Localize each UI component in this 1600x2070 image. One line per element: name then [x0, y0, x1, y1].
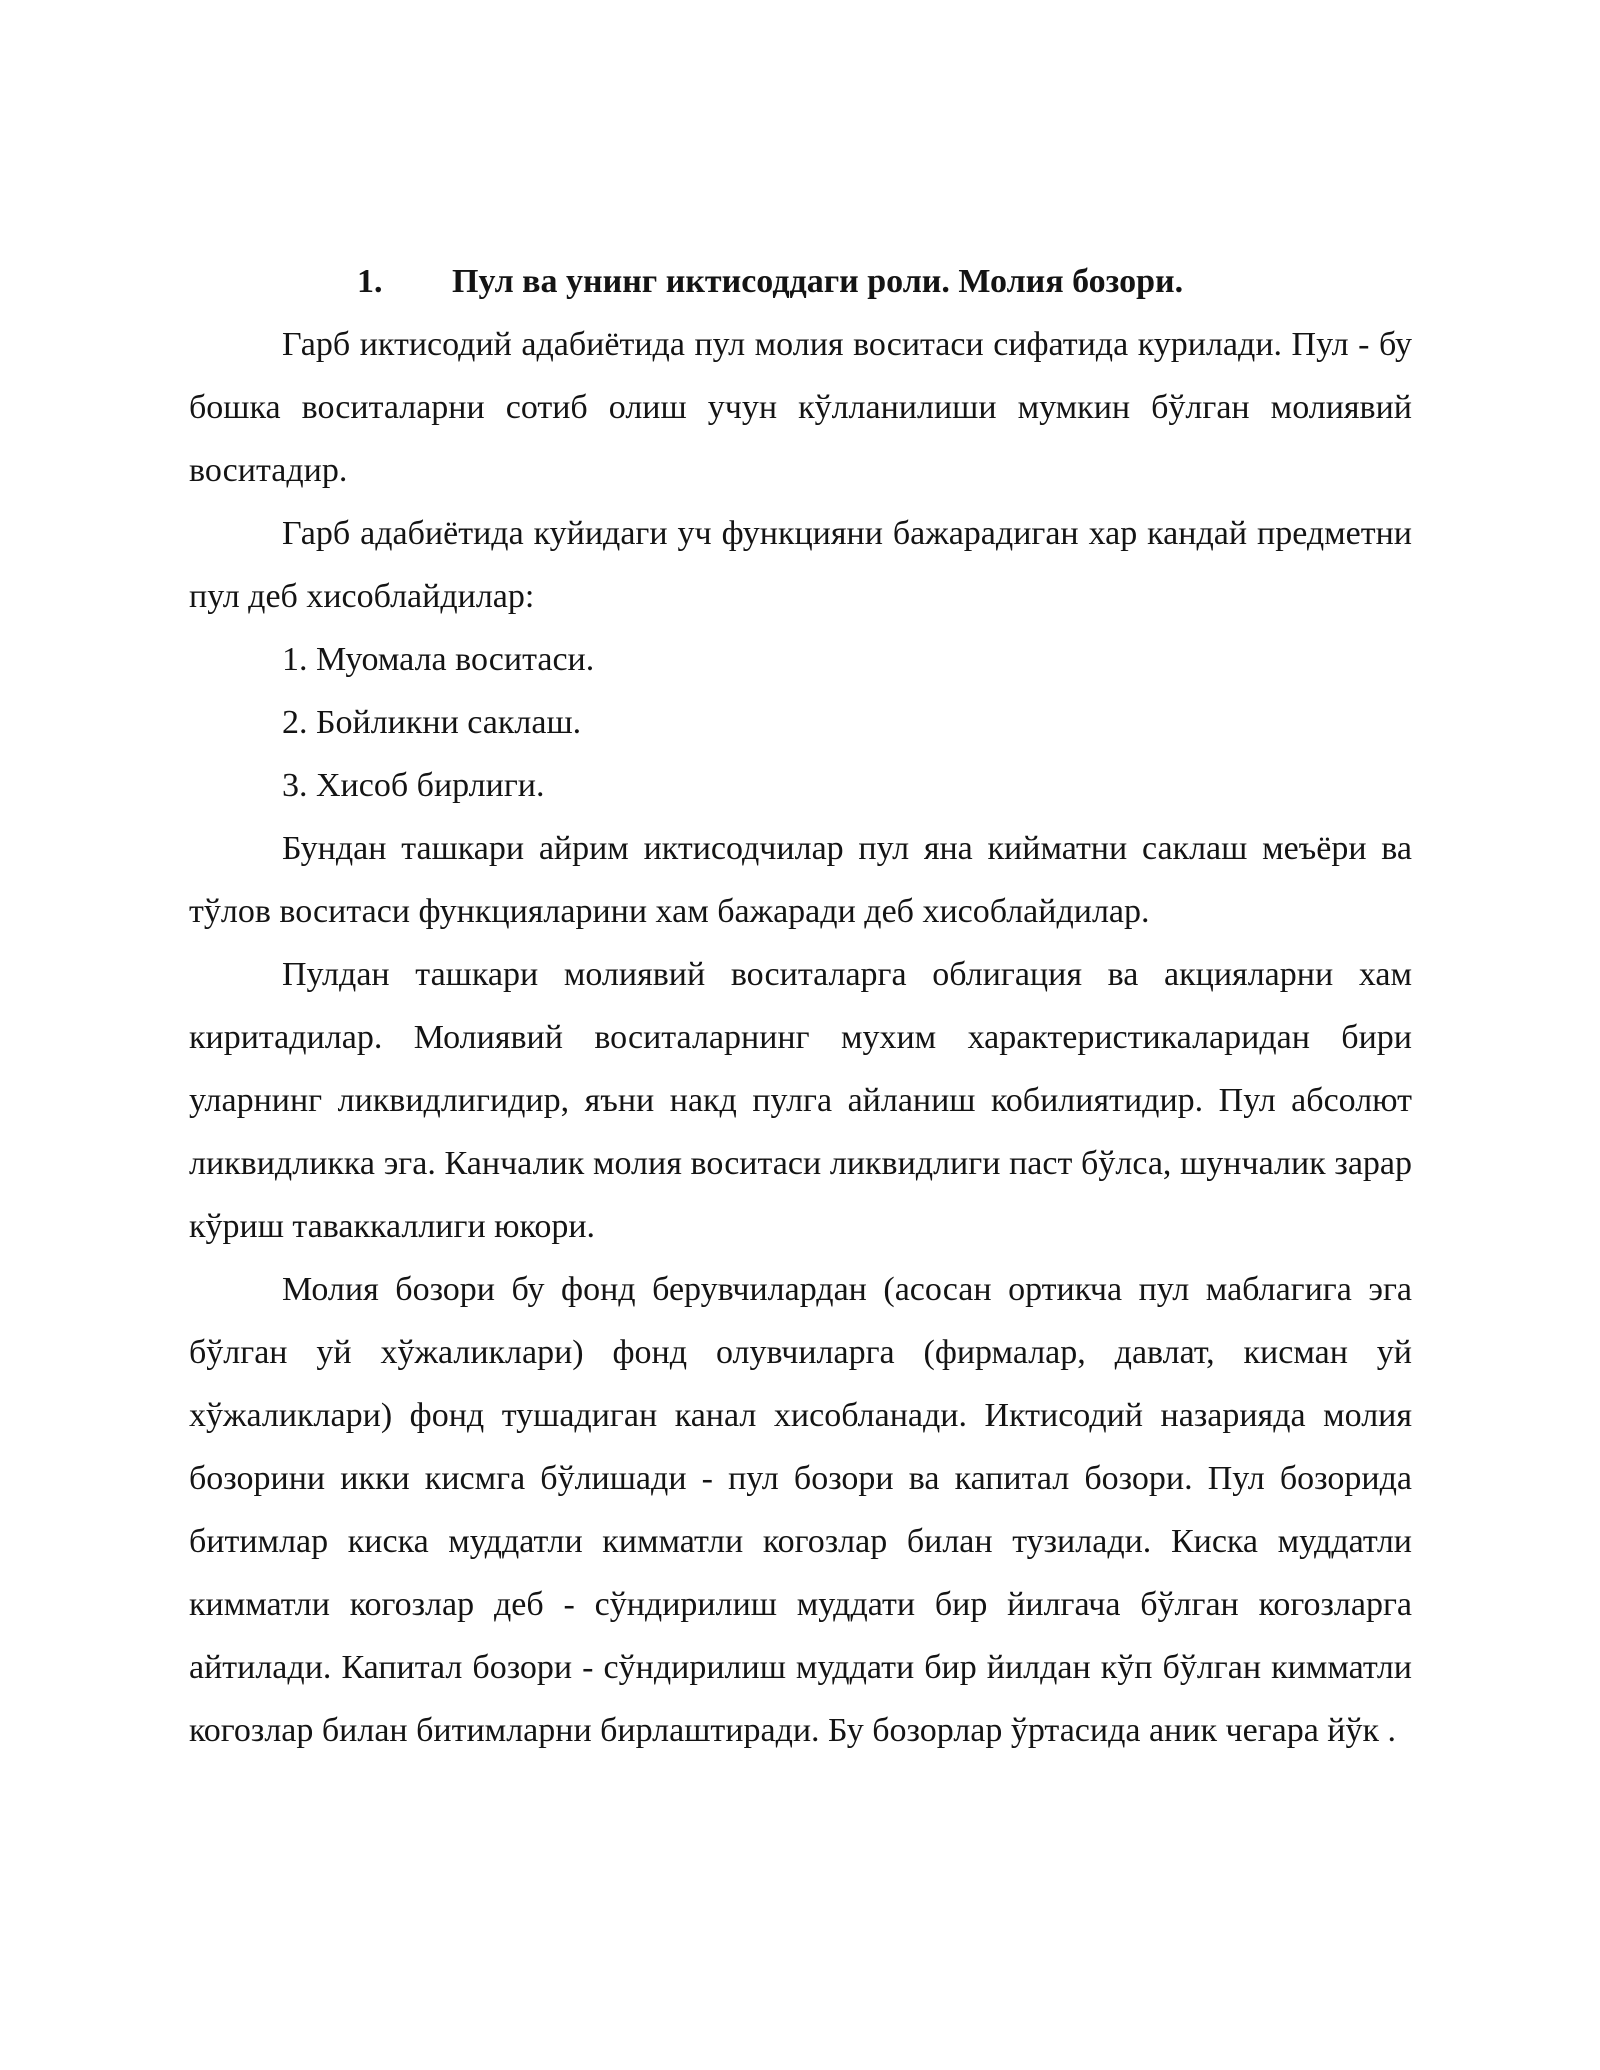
list-item-store-of-value: 2. Бойликни саклаш.: [282, 704, 582, 741]
paragraph-money-definition: Гарб иктисодий адабиётида пул молия воситаси сифатида курилади. Пул - бу бошка воситаларни сотиб олиш учун кўлланилиши мумкин бўлган молиявий воситадир.: [189, 326, 1412, 489]
paragraph-money-functions-intro: Гарб адабиётида куйидаги уч функцияни бажарадиган хар кандай предметни пул деб хисоблайдилар:: [189, 515, 1412, 615]
section-title: Пул ва унинг иктисоддаги роли. Молия бозори.: [452, 263, 1184, 300]
list-item-unit-of-account: 3. Хисоб бирлиги.: [282, 767, 545, 804]
section-number: 1.: [357, 263, 383, 300]
paragraph-financial-market: Молия бозори бу фонд берувчилардан (асосан ортикча пул маблагига эга бўлган уй хўжаликлари) фонд олувчиларга (фирмалар, давлат, кисман уй хўжаликлари) фонд тушадиган канал хисобланади. Иктисодий назарияда молия бозорини икки кисмга бўлишади - пул бозори ва капитал бозори. Пул бозорида битимлар киска муддатли кимматли когозлар билан тузилади. Киска муддатли кимматли когозлар деб - сўндирилиш муддати бир йилгача бўлган когозларга айтилади. Капитал бозори - сўндирилиш муддати бир йилдан кўп бўлган кимматли когозлар билан битимларни бирлаштиради. Бу бозорлар ўртасида аник чегара йўк .: [189, 1271, 1412, 1749]
list-item-medium-of-exchange: 1. Муомала воситаси.: [282, 641, 595, 678]
section-heading: [189, 250, 1412, 313]
document-body: [189, 250, 1412, 1762]
paragraph-additional-functions: Бундан ташкари айрим иктисодчилар пул яна кийматни саклаш меъёри ва тўлов воситаси функцияларини хам бажаради деб хисоблайдилар.: [189, 830, 1412, 930]
paragraph-liquidity: Пулдан ташкари молиявий воситаларга облигация ва акцияларни хам киритадилар. Молиявий воситаларнинг мухим характеристикаларидан бири уларнинг ликвидлигидир, яъни накд пулга айланиш кобилиятидир. Пул абсолют ликвидликка эга. Канчалик молия воситаси ликвидлиги паст бўлса, шунчалик зарар кўриш таваккаллиги юкори.: [189, 956, 1412, 1245]
